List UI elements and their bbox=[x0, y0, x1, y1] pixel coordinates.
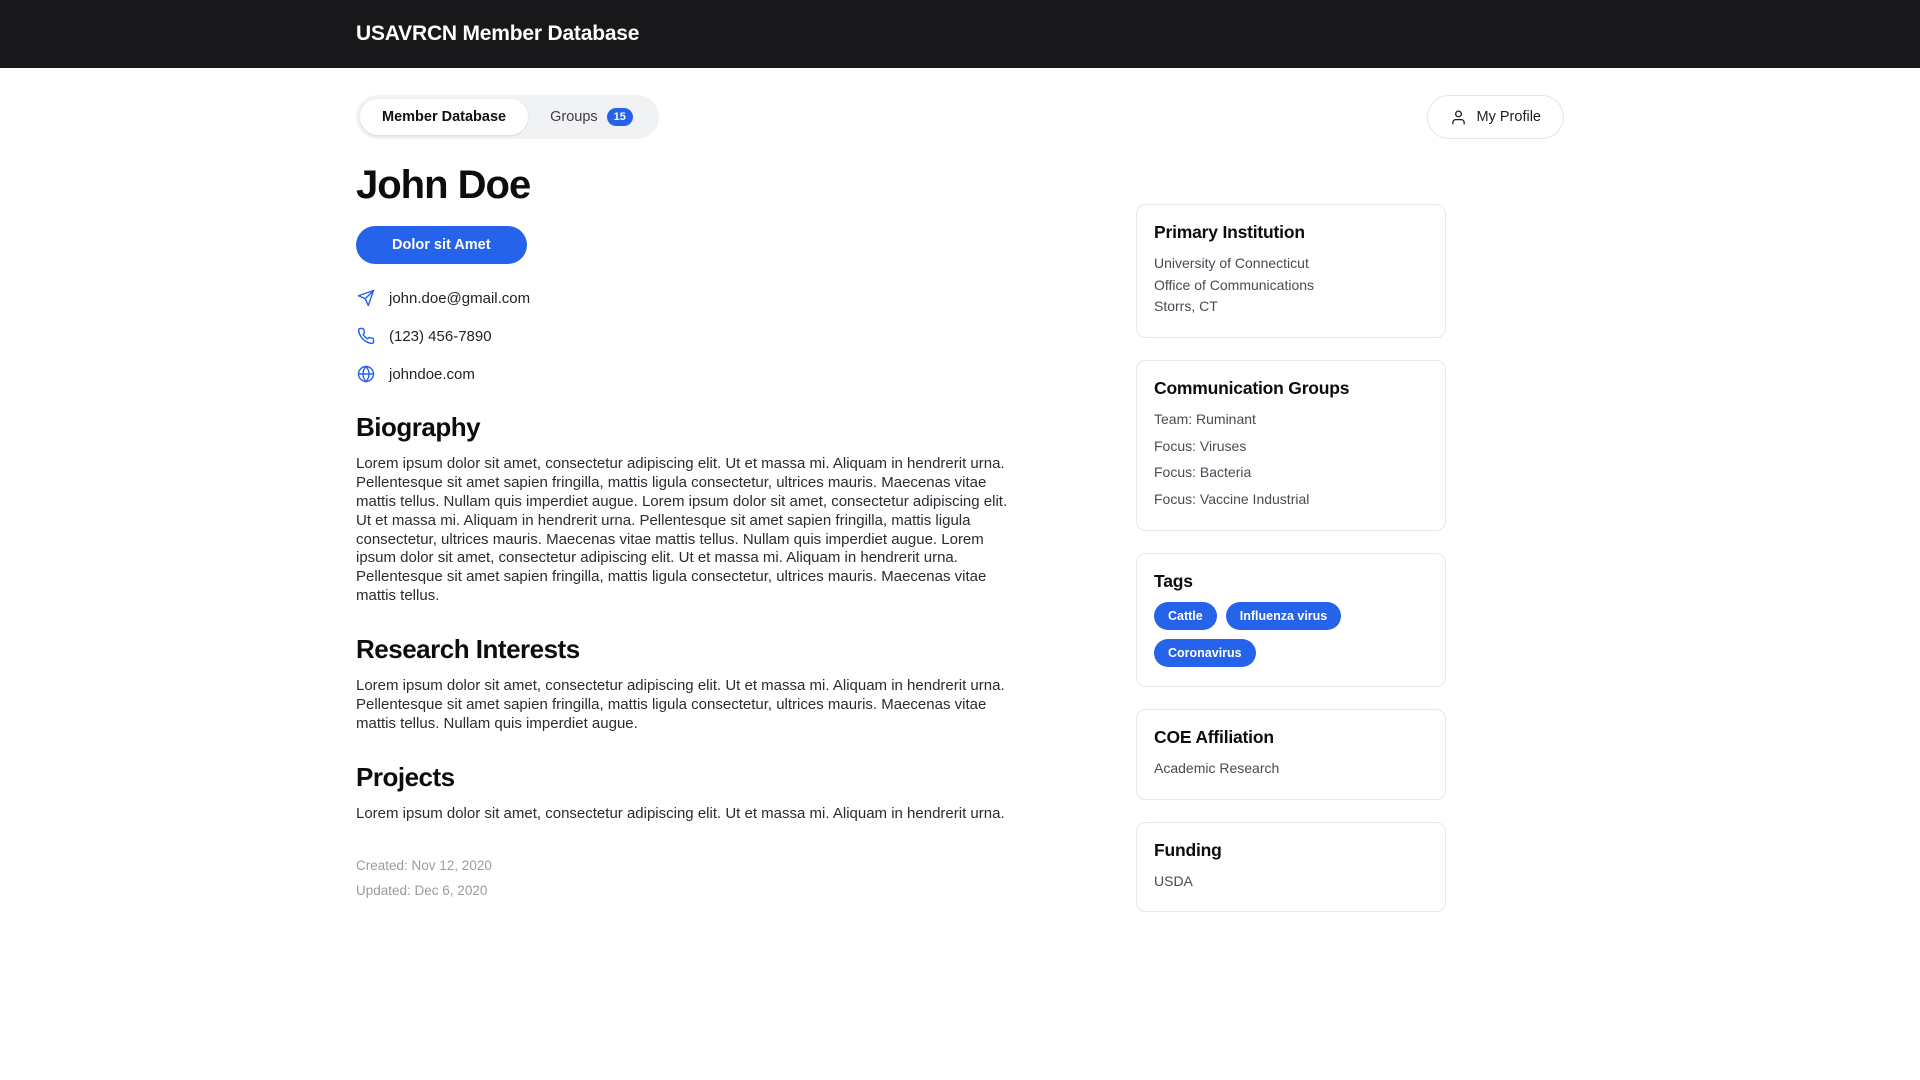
funding-value: USDA bbox=[1154, 872, 1193, 889]
tab-group bbox=[356, 95, 659, 139]
card-tags-title: Tags bbox=[1154, 570, 1193, 591]
page-title: John Doe bbox=[356, 163, 531, 207]
institution-name: University of Connecticut bbox=[1154, 255, 1309, 271]
contact-list bbox=[356, 288, 1056, 384]
card-communication-groups bbox=[1136, 360, 1446, 531]
tag-chip[interactable]: Cattle bbox=[1154, 602, 1217, 630]
communication-group-item: Focus: Vaccine Industrial bbox=[1154, 491, 1310, 508]
profile-column bbox=[356, 163, 1056, 934]
card-coe-affiliation bbox=[1136, 709, 1446, 800]
section-body-projects: Lorem ipsum dolor sit amet, consectetur adipiscing elit. Ut et massa mi. Aliquam in hendrerit urna. bbox=[356, 804, 1005, 822]
contact-email-label: john.doe@gmail.com bbox=[389, 289, 531, 307]
contact-website-label: johndoe.com bbox=[389, 365, 475, 383]
card-funding bbox=[1136, 822, 1446, 913]
institution-department: Office of Communications bbox=[1154, 276, 1315, 293]
role-badge[interactable]: Dolor sit Amet bbox=[356, 226, 527, 264]
card-coe-affiliation-title: COE Affiliation bbox=[1154, 726, 1274, 747]
contact-website[interactable] bbox=[356, 364, 1056, 384]
tab-member-database[interactable] bbox=[360, 99, 528, 135]
card-primary-institution bbox=[1136, 204, 1446, 338]
section-title-projects: Projects bbox=[356, 761, 455, 792]
toolbar bbox=[356, 68, 1564, 139]
contact-email[interactable] bbox=[356, 288, 1056, 308]
contact-phone[interactable] bbox=[356, 326, 1056, 346]
card-tags bbox=[1136, 553, 1446, 687]
tag-chip[interactable]: Influenza virus bbox=[1226, 602, 1342, 630]
coe-affiliation-value: Academic Research bbox=[1154, 759, 1280, 776]
institution-location: Storrs, CT bbox=[1154, 298, 1218, 315]
section-title-research-interests: Research Interests bbox=[356, 634, 580, 665]
updated-timestamp: Updated: Dec 6, 2020 bbox=[356, 882, 488, 898]
tag-list bbox=[1154, 602, 1428, 667]
my-profile-label: My Profile bbox=[1476, 109, 1541, 125]
send-icon bbox=[356, 288, 376, 308]
card-funding-title: Funding bbox=[1154, 839, 1222, 860]
created-timestamp: Created: Nov 12, 2020 bbox=[356, 857, 492, 873]
page-content bbox=[0, 68, 1920, 934]
tag-chip[interactable]: Coronavirus bbox=[1154, 639, 1256, 667]
app-title: USAVRCN Member Database bbox=[356, 22, 640, 45]
user-icon bbox=[1450, 109, 1467, 126]
record-meta bbox=[356, 858, 1056, 898]
globe-icon bbox=[356, 364, 376, 384]
main-layout bbox=[356, 139, 1564, 934]
tab-groups-label: Groups bbox=[550, 109, 598, 125]
contact-phone-label: (123) 456-7890 bbox=[389, 327, 492, 345]
sidebar-column bbox=[1136, 163, 1446, 934]
communication-group-item: Focus: Viruses bbox=[1154, 437, 1247, 454]
card-primary-institution-title: Primary Institution bbox=[1154, 222, 1305, 242]
tab-member-database-label: Member Database bbox=[382, 109, 507, 125]
section-body-biography: Lorem ipsum dolor sit amet, consectetur adipiscing elit. Ut et massa mi. Aliquam in hendrerit urna. Pellentesque sit amet sapien fringilla, mattis ligula consectetur, ultrices mauris. Maecenas vitae mattis tellus. Nullam quis imperdiet augue. Lorem ipsum dolor sit amet, consectetur adipiscing elit. Ut et massa mi. Aliquam in hendrerit urna. Pellentesque sit amet sapien fringilla, mattis ligula consectetur, ultrices mauris. Maecenas vitae mattis tellus. Nullam quis imperdiet augue. Lorem ipsum dolor sit amet, consectetur adipiscing elit. Ut et massa mi. Aliquam in hendrerit urna. Pellentesque sit amet sapien fringilla, mattis ligula consectetur, ultrices mauris. Maecenas vitae mattis tellus. bbox=[356, 455, 1008, 605]
tab-groups[interactable] bbox=[528, 99, 655, 135]
phone-icon bbox=[356, 326, 376, 346]
tab-groups-badge: 15 bbox=[607, 108, 633, 126]
communication-group-item: Team: Ruminant bbox=[1154, 411, 1256, 428]
card-communication-groups-title: Communication Groups bbox=[1154, 378, 1350, 399]
section-body-research-interests: Lorem ipsum dolor sit amet, consectetur adipiscing elit. Ut et massa mi. Aliquam in hendrerit urna. Pellentesque sit amet sapien fringilla, mattis ligula consectetur, ultrices mauris. Maecenas vitae mattis tellus. Nullam quis imperdiet augue. bbox=[356, 677, 1005, 732]
communication-group-item: Focus: Bacteria bbox=[1154, 464, 1252, 481]
top-bar bbox=[0, 0, 1920, 68]
my-profile-button[interactable] bbox=[1427, 95, 1564, 139]
section-title-biography: Biography bbox=[356, 412, 481, 442]
